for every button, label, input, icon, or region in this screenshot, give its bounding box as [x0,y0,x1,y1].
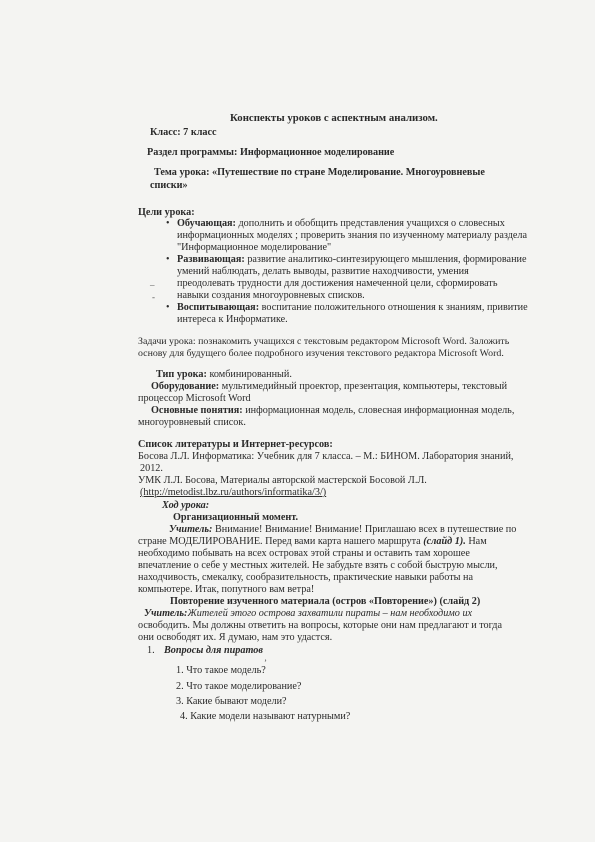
doc-title: Конспекты уроков с аспектным анализом. [230,112,438,124]
pen-mark-icon: – [150,280,155,290]
literature-line-1: Босова Л.Л. Информатика: Учебник для 7 класса. – М.: БИНОМ. Лаборатория знаний, [138,451,514,462]
pen-mark-icon: - [152,292,155,302]
org-text-2-end: Нам [465,536,487,547]
repetition-teacher-label: Учитель: [144,608,188,619]
goal-2-line-2: умений наблюдать, делать выводы, развитие находчивости, умения [177,266,469,277]
equipment-value: мультимедийный проектор, презентация, компьютеры, текстовый [219,381,508,392]
goal-2-line-1 [177,254,527,266]
repetition-line-3: они освободят их. Я думаю, нам это удастся. [138,632,333,643]
equipment-line-2: процессор Microsoft Word [138,393,251,404]
repetition-heading: Повторение изученного материала (остров «Повторение») (слайд 2) [170,596,481,607]
repetition-text-1: Жителей этого острова захватили пираты – нам необходимо их [187,608,473,619]
literature-heading: Список литературы и Интернет-ресурсов: [138,439,333,450]
org-line-5: находчивость, смекалку, сообразительность, практические навыки работы на [138,572,474,583]
question-item: 3. Какие бывают модели? [176,696,287,707]
concepts-value: информационная модель, словесная информационная модель, [242,405,515,416]
org-line-1 [169,524,516,536]
bullet-icon: • [166,302,170,313]
goal-3-label: Воспитывающая: [177,302,260,313]
goal-1-line-2: информационных моделях ; проверить знания по изученному материалу раздела [177,230,528,241]
goal-2-text: развитие аналитико-синтезирующего мышления, формирование [244,254,527,265]
org-line-2 [138,536,487,548]
tasks-line-1: Задачи урока: познакомить учащихся с текстовым редактором Microsoft Word. Заложить [138,336,510,347]
literature-line-3: УМК Л.Л. Босова, Материалы авторской мастерской Босовой Л.Л. [138,475,427,486]
literature-line-2: 2012. [140,463,163,474]
lesson-type-value: комбинированный. [206,369,292,380]
teacher-label: Учитель: [169,524,213,535]
slide-ref: (слайд 1). [420,536,466,547]
concepts-line-1 [151,405,514,417]
literature-link[interactable]: (http://metodist.lbz.ru/authors/informatika/3/) [140,487,327,498]
goals-heading: Цели урока: [138,207,195,218]
equipment-line-1 [151,381,507,393]
bullet-icon: • [166,254,170,265]
question-item: 2. Что такое моделирование? [176,681,302,692]
org-line-6: компьютере. Итак, попутного вам ветра! [138,584,315,595]
questions-heading: Вопросы для пиратов [164,645,263,656]
goal-1-text: дополнить и обобщить представления учащихся о словесных [235,218,505,229]
questions-heading-number: 1. [147,645,155,656]
topic-line-1: Тема урока: «Путешествие по стране Моделирование. Многоуровневые [154,167,485,178]
goal-1-line-3: "Информационное моделирование" [177,242,332,253]
goal-2-line-4: навыки создания многоуровневых списков. [177,290,365,301]
org-line-3: необходимо побывать на всех островах этой страны и оставить там хорошее [138,548,470,559]
course-heading: Ход урока: [162,500,210,511]
org-text-1: Внимание! Внимание! Внимание! Приглашаю всех в путешествие по [212,524,517,535]
equipment-label: Оборудование: [151,381,220,392]
goal-2-label: Развивающая: [177,254,245,265]
topic-line-2: списки» [150,180,188,191]
goal-3-line-2: интереса к Информатике. [177,314,288,325]
goal-1-line-1 [177,218,505,230]
goal-3-text: воспитание положительного отношения к знаниям, привитие [259,302,528,313]
goal-3-line-1 [177,302,528,314]
repetition-line-1 [144,608,472,620]
concepts-label: Основные понятия: [151,405,243,416]
goal-2-line-3: преодолевать трудности для достижения намеченной цели, сформировать [177,278,498,289]
program-section: Раздел программы: Информационное моделирование [147,147,395,158]
org-text-2: стране МОДЕЛИРОВАНИЕ. Перед вами карта нашего маршрута [138,536,421,547]
lesson-type-label: Тип урока: [156,369,207,380]
goal-1-label: Обучающая: [177,218,236,229]
org-moment-heading: Организационный момент. [173,512,298,523]
concepts-line-2: многоуровневый список. [138,417,246,428]
pen-tick-icon: ʼ [264,658,267,668]
lesson-type [156,369,292,381]
bullet-icon: • [166,218,170,229]
repetition-line-2: освободить. Мы должны ответить на вопросы, которые они нам предлагают и тогда [138,620,503,631]
class-label: Класс: 7 класс [150,127,217,138]
question-item: 1. Что такое модель? [176,665,266,676]
org-line-4: впечатление о себе у местных жителей. Не забудьте взять с собой быструю мысли, [138,560,498,571]
question-item: 4. Какие модели называют натурными? [180,711,351,722]
tasks-line-2: основу для будущего более подробного изучения текстового редактора Microsoft Word. [138,348,504,359]
